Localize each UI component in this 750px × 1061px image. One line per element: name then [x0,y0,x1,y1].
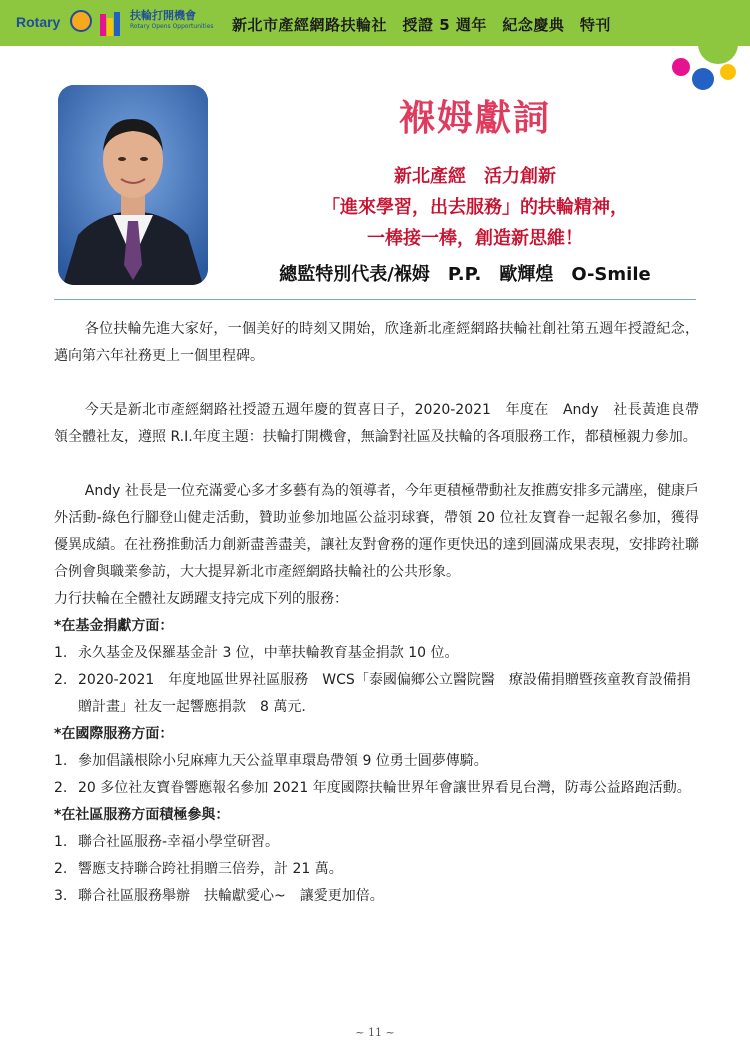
section-heading-foundation: *在基金捐獻方面： [54,618,174,634]
section-heading-community: *在社區服務方面積極參與： [54,807,230,823]
paragraph-2: 今天是新北市產經網路社授證五週年慶的賀喜日子，2020-2021 年度在 Andy 社長黃進良帶領全體社友，遵照 R.I.年度主題：扶輪打開機會，無論對社區及扶輪的各項服務工作，都積極親力參加。 [54,402,699,445]
list-item: 2. 20 多位社友寶眷響應報名參加 2021 年度國際扶輪世界年會讓世界看見台灣，防毒公益路跑活動。 [54,780,691,796]
intro-line: 力行扶輪在全體社友踴躍支持完成下列的服務： [54,591,348,607]
subtitle-line-2: 「進來學習，出去服務」的扶輪精神， [322,197,628,218]
blue-dot-icon [692,68,714,90]
list-item: 1. 參加倡議根除小兒麻痺九天公益單車環島帶領 9 位勇士圓夢傳騎。 [54,753,488,769]
decorative-dots [650,20,750,100]
yellow-dot-icon [720,64,736,80]
list-item: 2. 2020-2021 年度地區世界社區服務 WCS「泰國偏鄉公立醫院醫 療設備捐贈暨孩童教育設備捐贈計畫」社友一起響應捐款 8 萬元. [54,672,691,715]
author-byline: 總監特別代表/褓姆 P.P. 歐輝煌 O-Smile [279,264,651,285]
list-item: 1. 永久基金及保羅基金計 3 位，中華扶輪教育基金捐款 10 位。 [54,645,459,661]
author-portrait [58,85,208,285]
magenta-dot-icon [672,58,690,76]
header-bar [0,0,750,46]
list-item: 1. 聯合社區服務-幸福小學堂研習。 [54,834,280,850]
page-number: ~ 11 ~ [355,1026,395,1039]
divider [54,299,696,300]
paragraph-1: 各位扶輪先進大家好，一個美好的時刻又開始，欣逢新北產經網路扶輪社創社第五週年授證紀念，邁向第六年社務更上一個里程碑。 [54,321,699,364]
publication-title: 新北市產經網路扶輪社 授證 5 週年 紀念慶典 特刊 [232,16,611,34]
paragraph-3: Andy 社長是一位充滿愛心多才多藝有為的領導者，今年更積極帶動社友推薦安排多元講座，健康戶外活動-綠色行腳登山健走活動，贊助並參加地區公益羽球賽，帶領 20 位社友寶眷一起報名參加，獲得優異成績。在社務推動活力創新盡善盡美，讓社友對會務的運作更快迅的達到圓滿成果表現，安排跨社聯合例會與職業參訪，大大提昇新北市產經網路扶輪社的公共形象。 [54,483,699,580]
opportunities-logo-icon [100,10,128,36]
green-dot-icon [698,24,738,64]
list-item: 2. 響應支持聯合跨社捐贈三倍券，計 21 萬。 [54,861,343,877]
opportunities-logo-text: 扶輪打開機會 Rotary Opens Opportunities [130,9,214,30]
article-body [54,316,699,910]
rotary-logo: Rotary [16,14,61,30]
subtitle-line-3: 一棒接一棒，創造新思維！ [367,228,583,249]
subtitle-line-1: 新北產經 活力創新 [394,166,556,187]
article-title: 褓姆獻詞 [398,97,551,139]
list-item: 3. 聯合社區服務舉辦 扶輪獻愛心~ 讓愛更加倍。 [54,888,384,904]
rotary-wheel-icon [70,10,92,32]
section-heading-international: *在國際服務方面： [54,726,174,742]
